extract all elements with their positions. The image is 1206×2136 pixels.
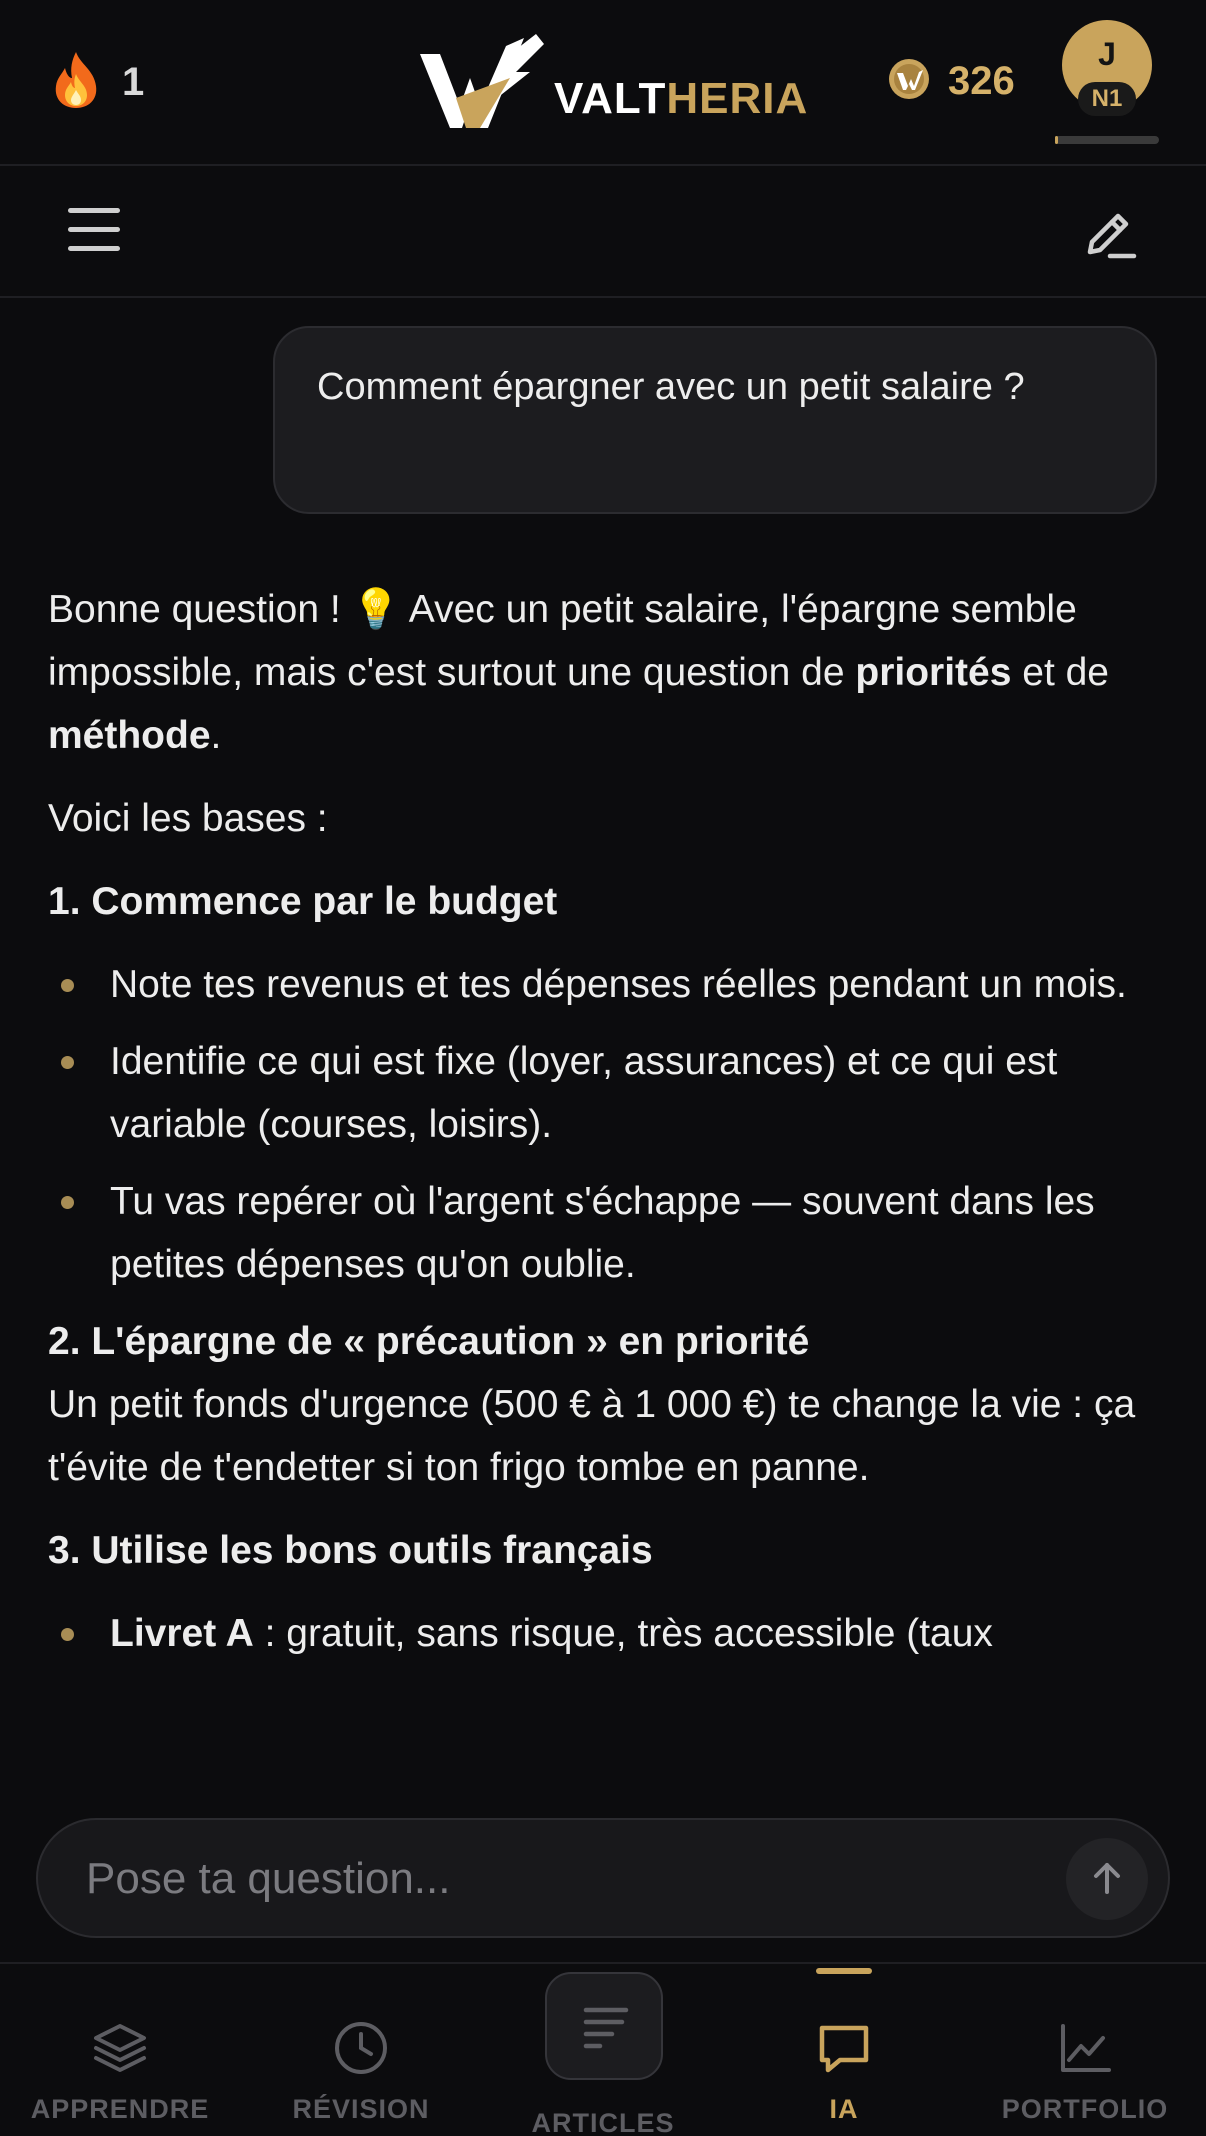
ai-intro-text: . xyxy=(210,714,222,757)
section-heading: 1. Commence par le budget xyxy=(48,880,558,923)
brand-name-accent: HERIA xyxy=(666,73,809,123)
nav-item-portfolio[interactable] xyxy=(965,1964,1205,2136)
user-message-text: Comment épargner avec un petit salaire ? xyxy=(317,366,1025,408)
streak-counter[interactable] xyxy=(50,50,144,115)
chat-toolbar xyxy=(0,168,1206,298)
section-2-text: Un petit fonds d'urgence (500 € à 1 000 €) te change la vie : ça t'évite de t'endetter si ton frigo tombe en panne. xyxy=(48,1383,1136,1489)
level-badge: N1 xyxy=(1078,82,1136,116)
article-icon xyxy=(576,1998,636,2058)
coin-count: 326 xyxy=(948,59,1015,103)
streak-count: 1 xyxy=(122,60,145,104)
menu-button[interactable] xyxy=(68,208,124,258)
question-input[interactable] xyxy=(86,1848,1006,1910)
ai-intro-bold: méthode xyxy=(48,714,211,757)
list-item-text: : gratuit, sans risque, très accessible (taux xyxy=(253,1612,993,1655)
section-heading: 2. L'épargne de « précaution » en priorité xyxy=(48,1320,810,1363)
nav-label: ARTICLES xyxy=(531,2108,675,2136)
hamburger-icon xyxy=(68,208,120,213)
nav-label: IA xyxy=(829,2094,859,2124)
hamburger-icon-line xyxy=(68,227,120,232)
nav-item-revision[interactable] xyxy=(241,1964,481,2136)
clock-icon xyxy=(331,2018,391,2078)
list-item: Tu vas repérer où l'argent s'échappe — souvent dans les petites dépenses qu'on oublie. xyxy=(48,1170,1168,1296)
nav-label: RÉVISION xyxy=(292,2094,430,2124)
avatar-initial: J xyxy=(1098,36,1116,72)
brand-name xyxy=(554,74,808,124)
ai-intro-paragraph xyxy=(48,578,1168,767)
section-heading: 3. Utilise les bons outils français xyxy=(48,1529,653,1572)
bottom-nav xyxy=(0,1962,1206,2136)
line-chart-icon xyxy=(1055,2018,1115,2078)
avatar[interactable] xyxy=(1062,20,1152,110)
send-button[interactable] xyxy=(1066,1838,1148,1920)
coin-icon xyxy=(888,58,930,105)
scroll-fade xyxy=(0,1680,1206,1820)
articles-button-frame xyxy=(545,1972,663,2080)
brand-logo xyxy=(420,32,808,137)
coin-balance[interactable] xyxy=(888,58,1015,105)
layers-icon xyxy=(90,2018,150,2078)
top-header xyxy=(0,0,1206,166)
nav-label: PORTFOLIO xyxy=(1001,2094,1169,2124)
active-tab-indicator xyxy=(816,1968,872,1974)
list-item: Identifie ce qui est fixe (loyer, assurances) et ce qui est variable (courses, loisirs). xyxy=(48,1030,1168,1156)
hamburger-icon-line xyxy=(68,246,120,251)
ai-bases-line: Voici les bases : xyxy=(48,797,328,840)
flame-icon xyxy=(50,50,102,115)
list-item-bold: Livret A xyxy=(110,1612,254,1655)
ai-intro-text: et de xyxy=(1011,651,1109,694)
list-item: Note tes revenus et tes dépenses réelles pendant un mois. xyxy=(48,953,1168,1016)
list-item xyxy=(48,1602,1168,1665)
ai-intro-bold: priorités xyxy=(855,651,1012,694)
xp-progress-bar xyxy=(1055,136,1159,144)
nav-label: APPRENDRE xyxy=(30,2094,210,2124)
nav-item-apprendre[interactable] xyxy=(0,1964,240,2136)
chat-bubble-icon xyxy=(814,2018,874,2078)
arrow-up-icon xyxy=(1087,1858,1127,1901)
question-input-bar xyxy=(36,1818,1170,1938)
new-chat-button[interactable] xyxy=(1080,204,1140,269)
nav-item-ia[interactable] xyxy=(724,1964,964,2136)
ai-intro-text: Bonne question ! 💡 Avec un petit salaire, l'épargne semble impossible, mais c'est surtout une question de xyxy=(48,588,1077,694)
valtheria-logo-icon xyxy=(420,32,544,137)
ai-response xyxy=(48,578,1168,1768)
nav-item-articles[interactable] xyxy=(483,1964,723,2136)
user-message-bubble xyxy=(273,326,1157,514)
pencil-icon xyxy=(1080,251,1140,268)
brand-name-plain: VALT xyxy=(554,73,667,123)
xp-progress-fill xyxy=(1055,136,1058,144)
section-3-list xyxy=(48,1602,1168,1665)
section-1-list xyxy=(48,953,1168,1296)
